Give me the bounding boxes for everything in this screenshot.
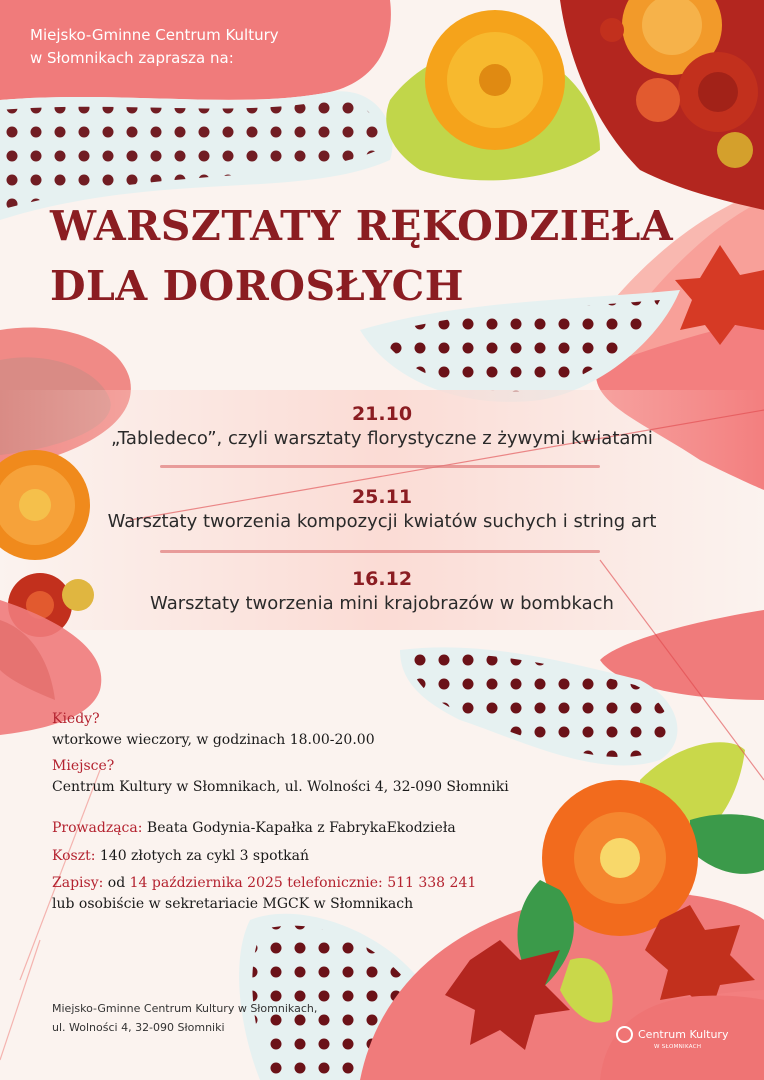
event-item — [0, 402, 764, 452]
intro-text — [30, 24, 279, 70]
event-item — [0, 567, 764, 617]
footer-line-2: ul. Wolności 4, 32-090 Słomniki — [52, 1021, 225, 1034]
logo-sub: W SŁOMNIKACH — [654, 1044, 702, 1050]
when-value: wtorkowe wieczory, w godzinach 18.00-20.00 — [52, 732, 375, 748]
where-value: Centrum Kultury w Słomnikach, ul. Wolności 4, 32-090 Słomniki — [52, 779, 509, 795]
footer-address — [52, 999, 317, 1037]
event-date: 21.10 — [351, 403, 413, 425]
footer-line-1: Miejsko-Gminne Centrum Kultury w Słomnikach, — [52, 1002, 318, 1015]
signup-label: Zapisy: — [52, 875, 104, 891]
title-line-1: WARSZTATY RĘKODZIEŁA — [50, 202, 674, 250]
title-line-2: DLA DOROSŁYCH — [50, 262, 465, 310]
separator-1 — [160, 465, 600, 468]
signup-phone-label: telefonicznie: — [287, 875, 383, 891]
host-value: Beata Godynia-Kapałka z FabrykaEkodzieła — [146, 820, 456, 836]
separator-2 — [160, 550, 600, 553]
details-signup — [52, 873, 476, 915]
event-item — [0, 485, 764, 535]
event-description: Warsztaty tworzenia mini krajobrazów w bombkach — [150, 593, 614, 614]
cost-value: 140 złotych za cykl 3 spotkań — [99, 848, 309, 864]
event-date: 25.11 — [351, 486, 413, 508]
details-where — [52, 756, 509, 798]
signup-phone: 511 338 241 — [387, 875, 477, 891]
event-date: 16.12 — [351, 568, 413, 590]
intro-line-2: w Słomnikach zaprasza na: — [30, 49, 234, 67]
details-cost — [52, 846, 309, 867]
signup-line-2: lub osobiście w sekretariacie MGCK w Słomnikach — [52, 896, 414, 912]
page-title — [50, 196, 673, 316]
logo-icon — [616, 1026, 633, 1043]
event-description: Warsztaty tworzenia kompozycji kwiatów suchych i string art — [107, 511, 657, 532]
details-when — [52, 709, 375, 751]
logo-name: Centrum Kultury — [638, 1028, 729, 1041]
host-label: Prowadząca: — [52, 820, 143, 836]
details-host — [52, 818, 456, 839]
signup-from: od — [107, 875, 126, 891]
when-label: Kiedy? — [52, 711, 100, 727]
where-label: Miejsce? — [52, 758, 115, 774]
signup-date: 14 października 2025 — [129, 875, 283, 891]
cost-label: Koszt: — [52, 848, 96, 864]
event-description: „Tabledeco”, czyli warsztaty florystyczne z żywymi kwiatami — [111, 428, 653, 449]
intro-line-1: Miejsko-Gminne Centrum Kultury — [30, 26, 279, 44]
